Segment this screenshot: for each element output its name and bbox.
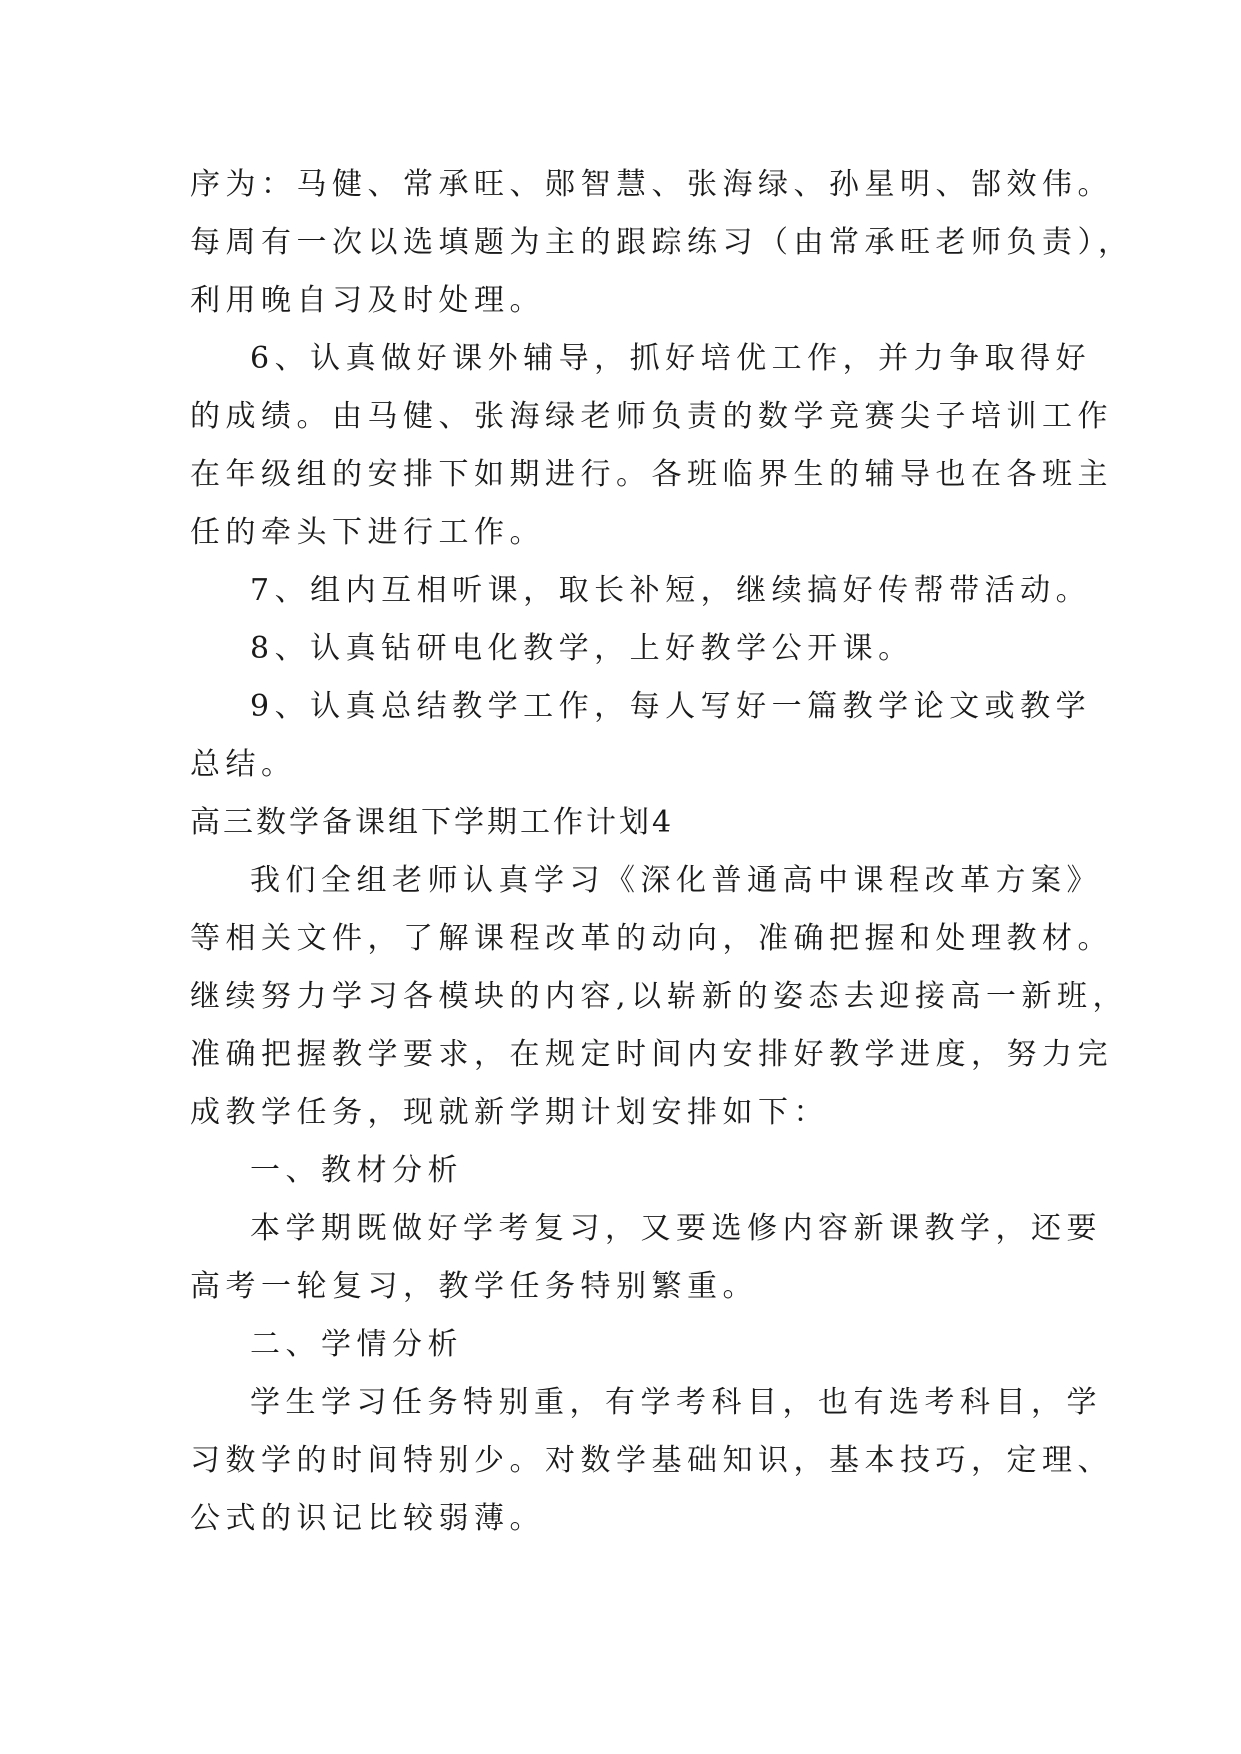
body-text-line: 成教学任务，现就新学期计划安排如下： bbox=[190, 1095, 829, 1130]
body-text-line: 任的牵头下进行工作。 bbox=[190, 515, 545, 550]
body-text-line: 继续努力学习各模块的内容,以崭新的姿态去迎接高一新班， bbox=[190, 979, 1129, 1014]
body-text-line: 的成绩。由马健、张海绿老师负责的数学竞赛尖子培训工作 bbox=[190, 399, 1113, 434]
paragraph-start-line: 8、认真钻研电化教学，上好教学公开课。 bbox=[250, 631, 914, 666]
body-text-line: 习数学的时间特别少。对数学基础知识，基本技巧，定理、 bbox=[190, 1443, 1113, 1478]
body-text-line: 每周有一次以选填题为主的跟踪练习（由常承旺老师负责）， bbox=[190, 225, 1134, 260]
body-text-line: 利用晚自习及时处理。 bbox=[190, 283, 545, 318]
body-text-line: 序为：马健、常承旺、郧智慧、张海绿、孙星明、郜效伟。 bbox=[190, 167, 1113, 202]
body-text-line: 等相关文件，了解课程改革的动向，准确把握和处理教材。 bbox=[190, 921, 1113, 956]
paragraph-start-line: 我们全组老师认真学习《深化普通高中课程改革方案》 bbox=[250, 863, 1102, 898]
paragraph-start-line: 9、认真总结教学工作，每人写好一篇教学论文或教学 bbox=[250, 689, 1092, 724]
paragraph-start-line: 7、组内互相听课，取长补短，继续搞好传帮带活动。 bbox=[250, 573, 1092, 608]
body-text-line: 准确把握教学要求，在规定时间内安排好教学进度，努力完 bbox=[190, 1037, 1113, 1072]
paragraph-start-line: 学生学习任务特别重，有学考科目，也有选考科目，学 bbox=[250, 1385, 1102, 1420]
body-text-line: 高考一轮复习，教学任务特别繁重。 bbox=[190, 1269, 758, 1304]
section-title: 高三数学备课组下学期工作计划4 bbox=[190, 805, 675, 840]
paragraph-start-line: 本学期既做好学考复习，又要选修内容新课教学，还要 bbox=[250, 1211, 1102, 1246]
body-text-line: 在年级组的安排下如期进行。各班临界生的辅导也在各班主 bbox=[190, 457, 1113, 492]
body-text-line: 总结。 bbox=[190, 747, 297, 782]
paragraph-start-line: 6、认真做好课外辅导，抓好培优工作，并力争取得好 bbox=[250, 341, 1092, 376]
subheading-line: 二、学情分析 bbox=[250, 1327, 463, 1362]
body-text-line: 公式的识记比较弱薄。 bbox=[190, 1501, 545, 1536]
subheading-line: 一、教材分析 bbox=[250, 1153, 463, 1188]
